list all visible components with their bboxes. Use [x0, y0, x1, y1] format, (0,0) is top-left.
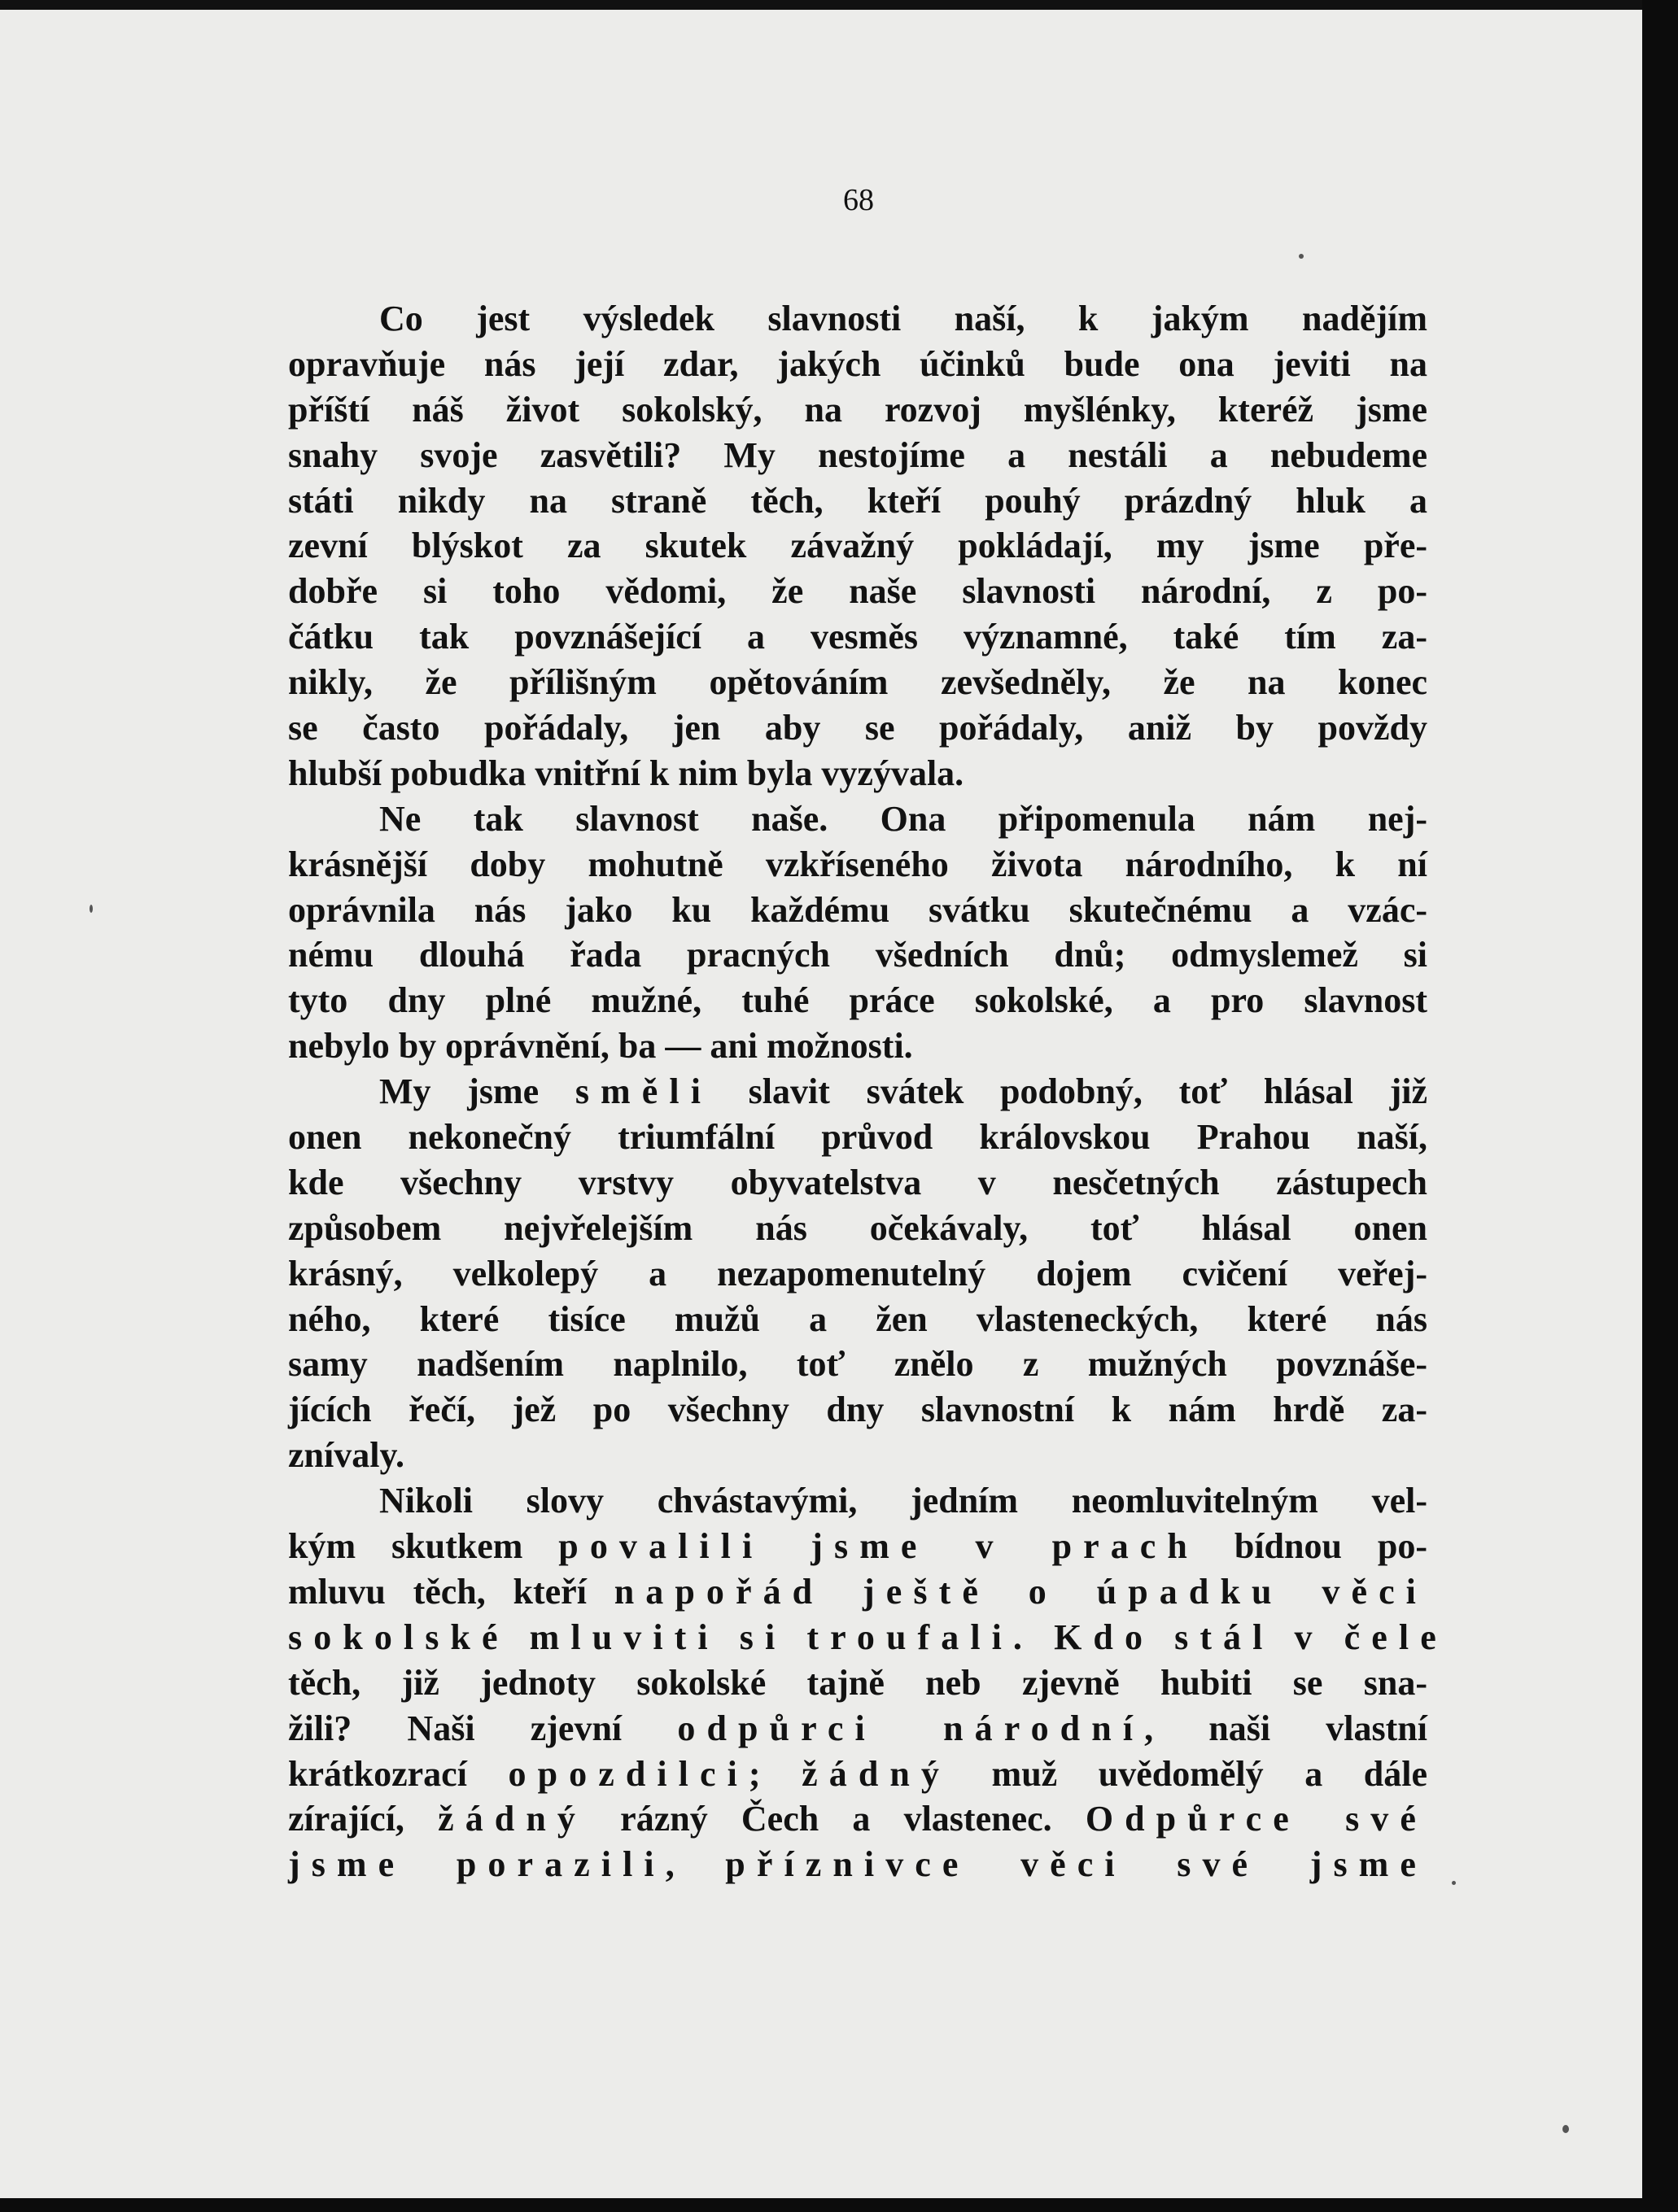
text-line: krásný, velkolepý a nezapomenutelný dojem cvičení veřej-	[288, 1253, 1427, 1294]
paragraph-3	[288, 1069, 1427, 1478]
text-line	[288, 1752, 1427, 1797]
text-line: snahy svoje zasvětili? My nestojíme a nestáli a nebudeme	[288, 434, 1427, 475]
text-line	[288, 1615, 1448, 1660]
text-line: opravňuje nás její zdar, jakých účinků bude ona jeviti na	[288, 343, 1427, 384]
spaced-emphasis: opozdilci	[508, 1753, 749, 1794]
text-line: tyto dny plné mužné, tuhé práce sokolské, a pro slavnost	[288, 980, 1427, 1021]
text-line: příští náš život sokolský, na rozvoj myšlénky, kteréž jsme	[288, 389, 1427, 430]
text-segment: žili? Naši zjevní	[288, 1708, 678, 1748]
text-line: krásnější doby mohutně vzkříseného života národního, k ní	[288, 844, 1427, 884]
page-spine-shadow	[1642, 0, 1678, 2212]
spaced-emphasis: jsme porazili,	[288, 1844, 686, 1885]
text-line: Ne tak slavnost naše. Ona připomenula nám nej-	[379, 798, 1427, 839]
text-line: čátku tak povznášející a vesměs významné, také tím za-	[288, 617, 1427, 657]
spaced-emphasis: žádný	[802, 1753, 950, 1794]
text-line: dobře si toho vědomi, že naše slavnosti národní, z po-	[288, 571, 1427, 612]
spaced-emphasis: Kdo stál v čele	[1033, 1616, 1448, 1657]
scan-speck	[1562, 2125, 1569, 2133]
text-line: nému dlouhá řada pracných všedních dnů; odmyslemež si	[288, 935, 1427, 975]
text-line	[288, 1842, 1427, 1887]
spaced-emphasis: příznivce věci své jsme	[725, 1844, 1428, 1885]
scan-speck	[1299, 254, 1304, 259]
text-segment	[686, 1844, 726, 1884]
text-segment: kým skutkem	[288, 1526, 559, 1567]
spaced-emphasis: směli	[575, 1071, 712, 1112]
text-line: kde všechny vrstvy obyvatelstva v nesčetných zástupech	[288, 1162, 1427, 1202]
text-line: se často pořádaly, jen aby se pořádaly, aniž by povždy	[288, 708, 1427, 748]
text-line: Co jest výsledek slavnosti naší, k jakým nadějím	[379, 299, 1427, 338]
text-line: onen nekonečný triumfální průvod královskou Prahou naší,	[288, 1117, 1427, 1158]
text-line	[288, 1569, 1427, 1615]
text-line: znívaly.	[288, 1435, 405, 1476]
text-line: těch, již jednoty sokolské tajně neb zjevně hubiti se sna-	[288, 1662, 1427, 1703]
text-segment: , naši vlastní	[1144, 1708, 1427, 1748]
text-line	[288, 1706, 1427, 1752]
text-line: hlubší pobudka vnitřní k nim byla vyzývala.	[288, 753, 964, 793]
text-segment: bídnou po-	[1198, 1526, 1427, 1567]
text-line: ného, které tisíce mužů a žen vlasteneckých, které nás	[288, 1298, 1427, 1339]
text-segment: My jsme	[379, 1071, 575, 1112]
text-line: státi nikdy na straně těch, kteří pouhý prázdný hluk a	[288, 480, 1427, 521]
text-line: způsobem nejvřelejším nás očekávaly, toť hlásal onen	[288, 1207, 1427, 1248]
spaced-emphasis: odpůrci národní	[677, 1708, 1145, 1748]
spaced-emphasis: sokolské mluviti si troufali.	[288, 1616, 1034, 1657]
text-segment: muž uvědomělý a dále	[950, 1753, 1427, 1794]
text-line: nikly, že přílišným opětováním zevšedněly, že na konec	[288, 662, 1427, 703]
text-line: Nikoli slovy chvástavými, jedním neomluvitelným vel-	[379, 1481, 1427, 1521]
text-line: zevní blýskot za skutek závažný pokládají, my jsme pře-	[288, 526, 1427, 566]
paragraph-4	[288, 1478, 1448, 1887]
text-line	[288, 1524, 1427, 1569]
text-segment: rázný Čech a vlastenec.	[586, 1799, 1086, 1839]
paragraph-1	[288, 296, 1427, 796]
spaced-emphasis: Odpůrce své	[1085, 1799, 1427, 1839]
text-line	[288, 1796, 1427, 1842]
page-number: 68	[843, 183, 874, 217]
text-segment: krátkozrací	[288, 1753, 509, 1794]
text-segment: mluvu těch, kteří	[288, 1571, 614, 1612]
page-bottom-edge	[0, 2198, 1678, 2212]
paragraph-2	[288, 796, 1427, 1069]
book-page	[0, 10, 1642, 2198]
text-line: nebylo by oprávnění, ba — ani možnosti.	[288, 1026, 913, 1067]
spaced-emphasis: povalili jsme v prach	[558, 1526, 1199, 1567]
scan-speck	[90, 905, 93, 913]
spaced-emphasis: napořád ještě o úpadku věci	[614, 1571, 1427, 1612]
scan-speck	[1452, 1881, 1456, 1885]
text-line	[288, 1069, 1427, 1115]
text-segment: slavit svátek podobný, toť hlásal již	[712, 1071, 1427, 1112]
body-text	[288, 296, 1448, 1887]
spaced-emphasis: žádný	[438, 1799, 587, 1839]
text-line: jících řečí, jež po všechny dny slavnostní k nám hrdě za-	[288, 1390, 1427, 1430]
text-segment: zírající,	[288, 1799, 439, 1839]
text-line: oprávnila nás jako ku každému svátku skutečnému a vzác-	[288, 889, 1427, 930]
text-line: samy nadšením naplnilo, toť znělo z mužných povznáše-	[288, 1344, 1427, 1385]
text-segment: ;	[748, 1753, 802, 1794]
